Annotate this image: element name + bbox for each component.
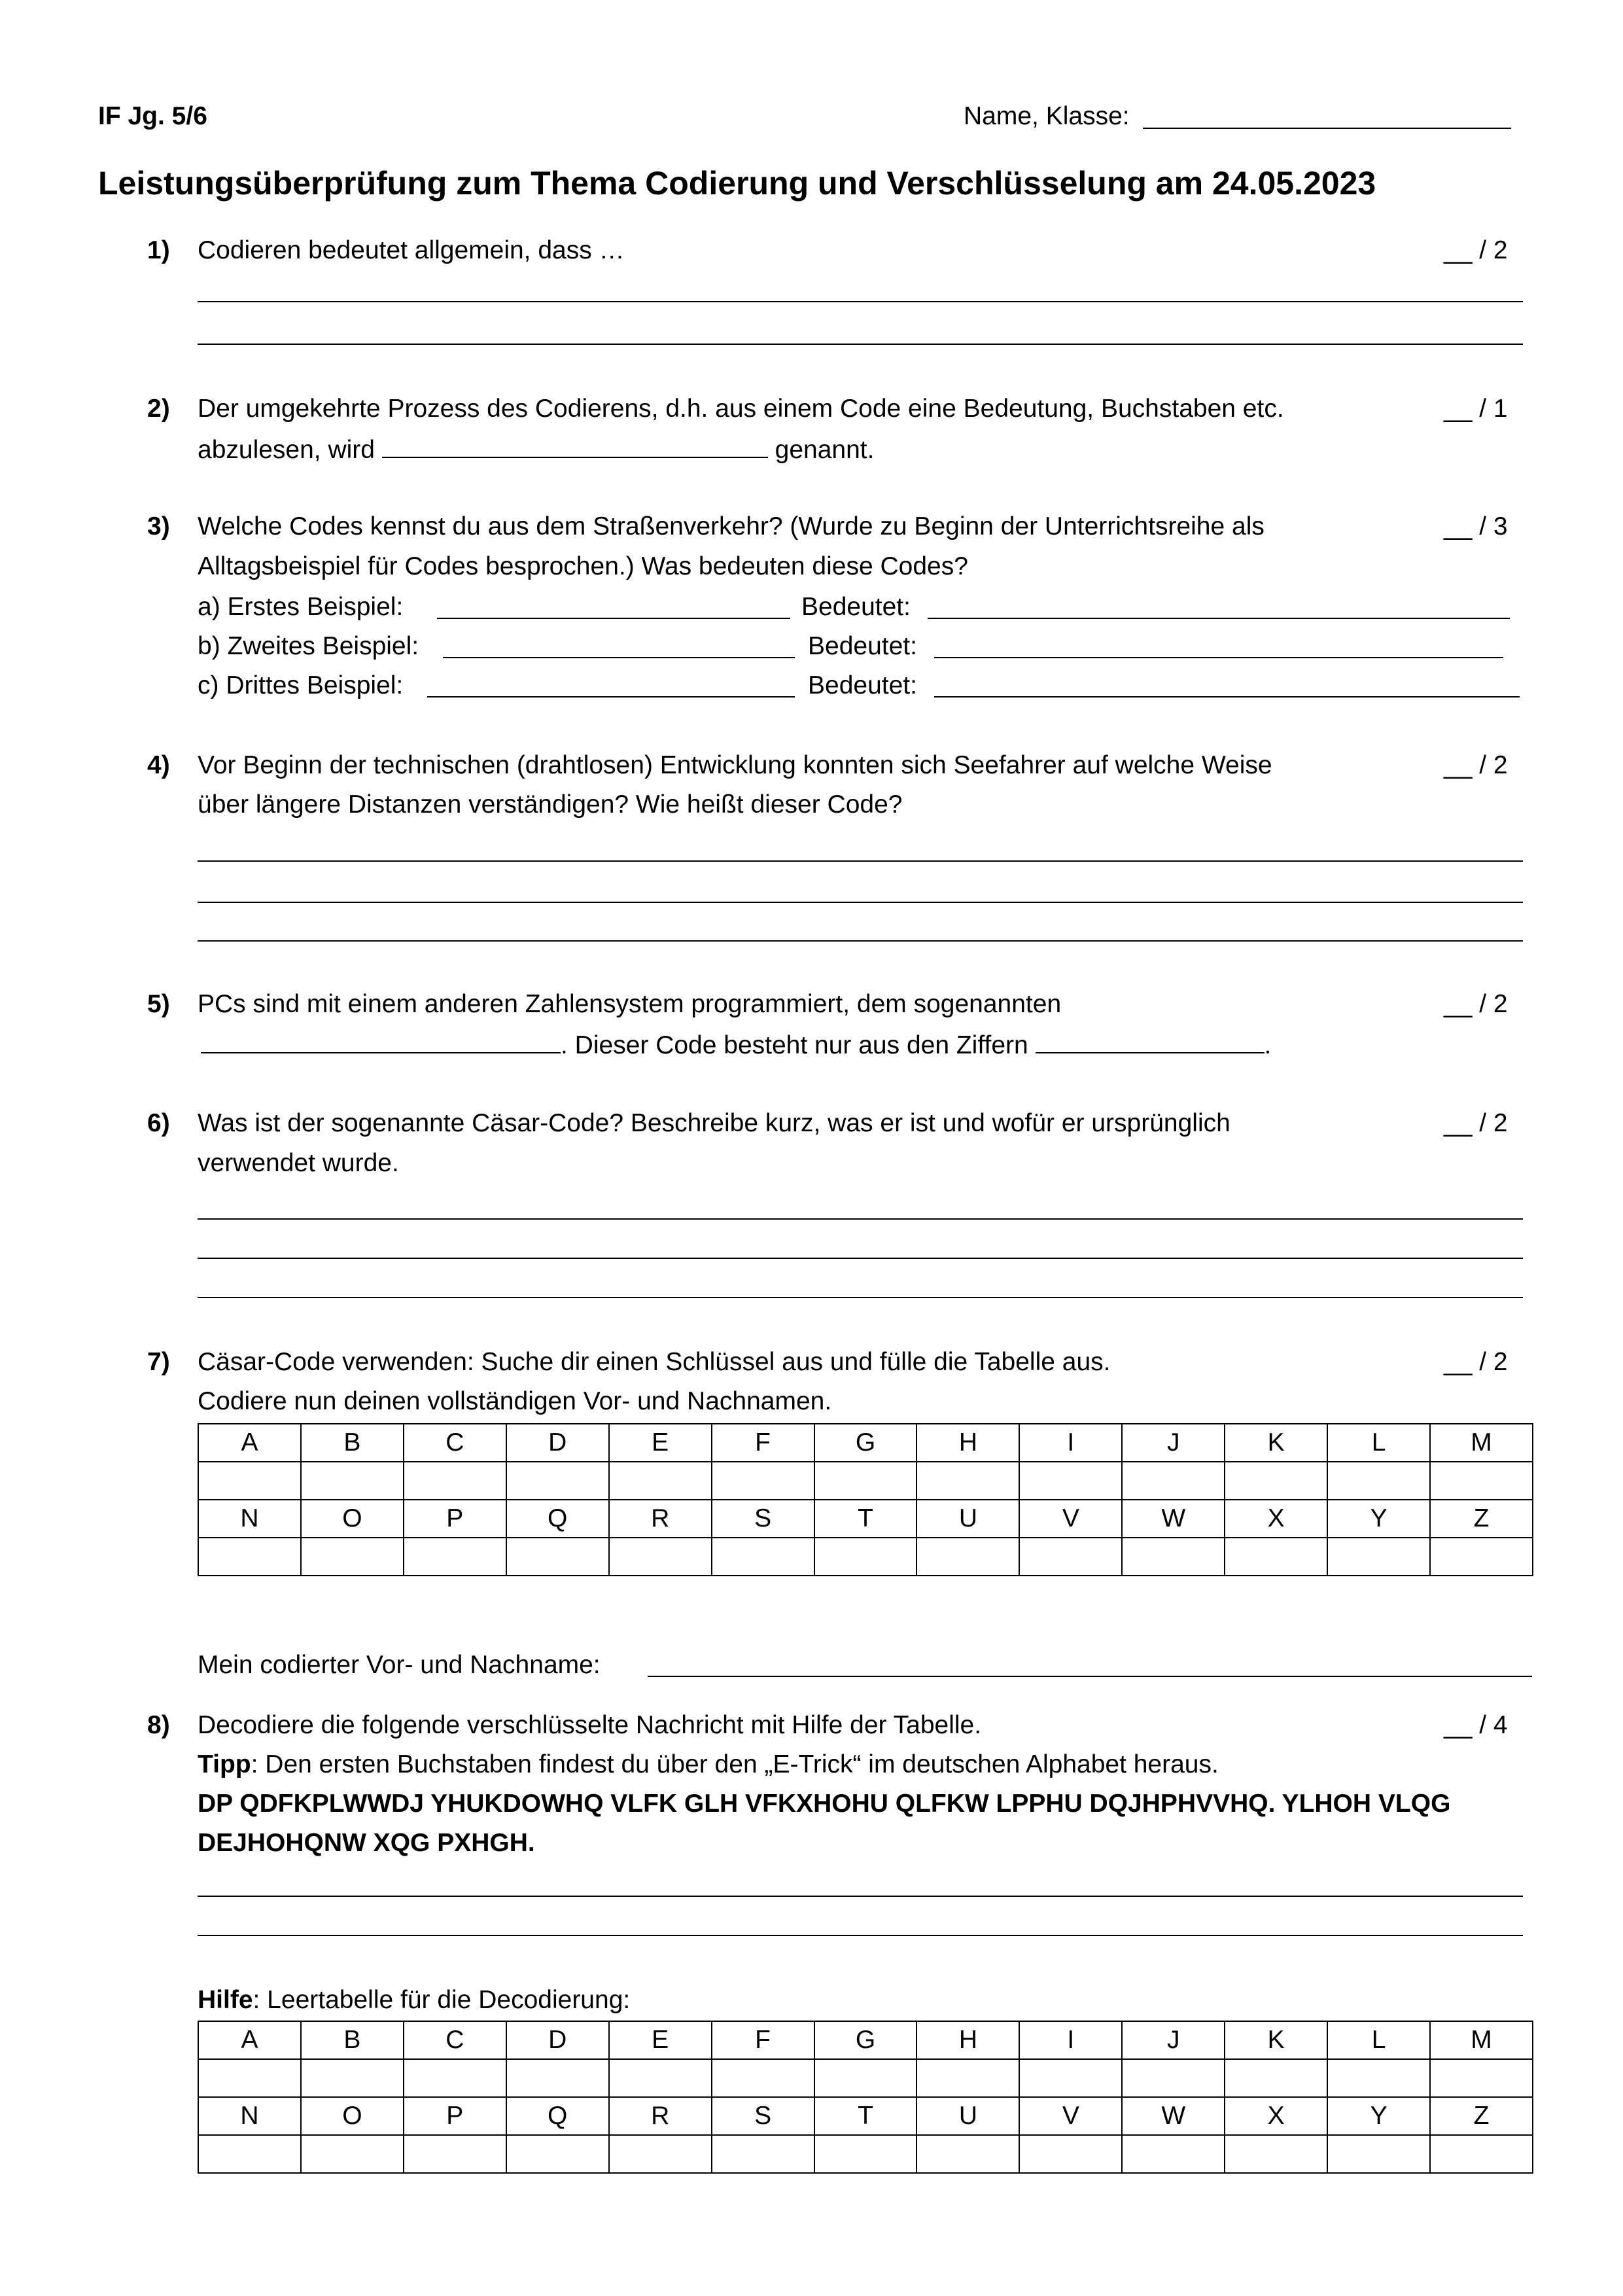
q4-text-line-1: Vor Beginn der technischen (drahtlosen) Entwicklung konnten sich Seefahrer auf welche Weise [198,751,1272,779]
q8-cipher-line-2: DEJHOHQNW XQG PXHGH. [198,1829,535,1857]
cipher-input-cell[interactable] [1122,1462,1225,1500]
cipher-input-cell[interactable] [712,1538,814,1576]
alphabet-cell: Z [1430,1500,1533,1538]
cipher-input-cell[interactable] [404,1462,506,1500]
decode-input-cell[interactable] [814,2135,917,2173]
alphabet-cell: M [1430,1424,1533,1462]
decode-input-cell[interactable] [609,2135,712,2173]
alphabet-cell: J [1122,2021,1225,2059]
decode-input-cell[interactable] [1430,2135,1533,2173]
decode-input-cell[interactable] [916,2135,1019,2173]
cipher-input-cell[interactable] [609,1462,712,1500]
q2-text-after-blank: genannt. [775,436,875,464]
cipher-input-cell[interactable] [506,1462,609,1500]
q5-points: __ / 2 [1444,990,1508,1018]
q3-points: __ / 3 [1444,512,1508,540]
cipher-input-cell[interactable] [301,1538,404,1576]
q3-text-line-1: Welche Codes kennst du aus dem Straßenverkehr? (Wurde zu Beginn der Unterrichtsreihe als [198,512,1265,540]
caesar-table-letters-row-2 [198,1500,1533,1538]
decode-input-cell[interactable] [1019,2059,1122,2097]
cipher-input-cell[interactable] [1327,1462,1430,1500]
decode-input-cell[interactable] [404,2059,506,2097]
cipher-input-cell[interactable] [814,1462,917,1500]
q8-help-label: Hilfe [198,1986,253,2014]
decode-input-cell[interactable] [916,2059,1019,2097]
q3-example-a-label: a) Erstes Beispiel: [198,593,404,621]
alphabet-cell: B [301,2021,404,2059]
q6-text-line-1: Was ist der sogenannte Cäsar-Code? Beschreibe kurz, was er ist und wofür er ursprünglich [198,1109,1230,1137]
page-title: Leistungsüberprüfung zum Thema Codierung und Verschlüsselung am 24.05.2023 [98,165,1376,202]
q3-example-a-field[interactable] [437,618,790,619]
decode-input-cell[interactable] [1327,2059,1430,2097]
alphabet-cell: T [814,2097,917,2135]
name-class-field[interactable] [1143,128,1511,129]
q5-digits-blank[interactable] [1036,1031,1265,1053]
alphabet-cell: B [301,1424,404,1462]
q5-number: 5) [147,990,170,1018]
cipher-input-cell[interactable] [1225,1538,1327,1576]
q5-text-middle: . Dieser Code besteht nur aus den Ziffern [561,1031,1028,1059]
q4-answer-line-1[interactable] [198,860,1523,862]
decode-input-cell[interactable] [1225,2135,1327,2173]
alphabet-cell: F [712,2021,814,2059]
q8-points: __ / 4 [1444,1711,1508,1739]
q2-number: 2) [147,395,170,423]
q8-help-text: : Leertabelle für die Decodierung: [253,1986,631,2014]
cipher-input-cell[interactable] [916,1538,1019,1576]
alphabet-cell: H [916,2021,1019,2059]
cipher-input-cell[interactable] [301,1462,404,1500]
q3-text-line-2: Alltagsbeispiel für Codes besprochen.) Was bedeuten diese Codes? [198,552,968,580]
decode-input-cell[interactable] [1122,2059,1225,2097]
decoding-table-input-row-2 [198,2135,1533,2173]
q2-text-line-2 [198,436,874,463]
alphabet-cell: X [1225,1500,1327,1538]
decode-input-cell[interactable] [609,2059,712,2097]
decode-input-cell[interactable] [506,2059,609,2097]
caesar-table-letters-row-1 [198,1424,1533,1462]
alphabet-cell: C [404,1424,506,1462]
q1-number: 1) [147,236,170,264]
q3-example-c-label: c) Drittes Beispiel: [198,671,404,699]
cipher-input-cell[interactable] [609,1538,712,1576]
decode-input-cell[interactable] [1327,2135,1430,2173]
alphabet-cell: K [1225,2021,1327,2059]
alphabet-cell: D [506,1424,609,1462]
alphabet-cell: O [301,1500,404,1538]
q4-answer-line-3[interactable] [198,940,1523,942]
decode-input-cell[interactable] [198,2059,301,2097]
alphabet-cell: W [1122,1500,1225,1538]
alphabet-cell: E [609,1424,712,1462]
alphabet-cell: F [712,1424,814,1462]
alphabet-cell: A [198,1424,301,1462]
q7-points: __ / 2 [1444,1348,1508,1376]
q3-example-b-meaning-field[interactable] [934,657,1503,658]
alphabet-cell: V [1019,2097,1122,2135]
alphabet-cell: G [814,1424,917,1462]
alphabet-cell: R [609,2097,712,2135]
q6-answer-line-2[interactable] [198,1258,1523,1259]
decode-input-cell[interactable] [814,2059,917,2097]
decoding-table-input-row-1 [198,2059,1533,2097]
q6-number: 6) [147,1109,170,1137]
alphabet-cell: Q [506,1500,609,1538]
alphabet-cell: Z [1430,2097,1533,2135]
q2-text-before-blank: abzulesen, wird [198,436,375,464]
q3-example-b-field[interactable] [443,657,795,658]
decode-input-cell[interactable] [404,2135,506,2173]
alphabet-cell: I [1019,1424,1122,1462]
cipher-input-cell[interactable] [506,1538,609,1576]
q4-text-line-2: über längere Distanzen verständigen? Wie heißt dieser Code? [198,790,903,819]
q8-tip-text: : Den ersten Buchstaben findest du über den „E-Trick“ im deutschen Alphabet heraus. [251,1750,1219,1778]
q3-example-c-field[interactable] [427,696,795,698]
alphabet-cell: Q [506,2097,609,2135]
q8-number: 8) [147,1711,170,1739]
q8-answer-line-2[interactable] [198,1935,1523,1936]
alphabet-cell: S [712,2097,814,2135]
alphabet-cell: O [301,2097,404,2135]
decoding-table [198,2021,1533,2174]
q6-points: __ / 2 [1444,1109,1508,1137]
cipher-input-cell[interactable] [1019,1538,1122,1576]
cipher-input-cell[interactable] [1019,1462,1122,1500]
q2-text-line-1: Der umgekehrte Prozess des Codierens, d.h. aus einem Code eine Bedeutung, Buchstaben etc. [198,395,1284,423]
alphabet-cell: Y [1327,1500,1430,1538]
alphabet-cell: I [1019,2021,1122,2059]
alphabet-cell: Y [1327,2097,1430,2135]
alphabet-cell: T [814,1500,917,1538]
decode-input-cell[interactable] [712,2135,814,2173]
q1-answer-line-2[interactable] [198,344,1523,345]
cipher-input-cell[interactable] [1430,1538,1533,1576]
q7-text-line-1: Cäsar-Code verwenden: Suche dir einen Schlüssel aus und fülle die Tabelle aus. [198,1348,1111,1376]
q7-number: 7) [147,1348,170,1376]
q6-text-line-2: verwendet wurde. [198,1149,399,1177]
cipher-input-cell[interactable] [814,1538,917,1576]
cipher-input-cell[interactable] [1327,1538,1430,1576]
cipher-input-cell[interactable] [198,1462,301,1500]
alphabet-cell: A [198,2021,301,2059]
cipher-input-cell[interactable] [1122,1538,1225,1576]
q8-cipher-line-1: DP QDFKPLWWDJ YHUKDOWHQ VLFK GLH VFKXHOHU QLFKW LPPHU DQJHPHVVHQ. YLHOH VLQG [198,1790,1451,1818]
cipher-input-cell[interactable] [198,1538,301,1576]
alphabet-cell: P [404,2097,506,2135]
alphabet-cell: V [1019,1500,1122,1538]
decode-input-cell[interactable] [1430,2059,1533,2097]
q3-example-a-meaning-label: Bedeutet: [801,593,911,621]
alphabet-cell: N [198,1500,301,1538]
cipher-input-cell[interactable] [1430,1462,1533,1500]
q4-number: 4) [147,751,170,779]
alphabet-cell: W [1122,2097,1225,2135]
q7-text-line-2: Codiere nun deinen vollständigen Vor- und Nachnamen. [198,1387,832,1415]
q5-text-line-2 [201,1031,1271,1058]
alphabet-cell: P [404,1500,506,1538]
alphabet-cell: J [1122,1424,1225,1462]
alphabet-cell: S [712,1500,814,1538]
decode-input-cell[interactable] [712,2059,814,2097]
cipher-input-cell[interactable] [404,1538,506,1576]
alphabet-cell: K [1225,1424,1327,1462]
alphabet-cell: L [1327,2021,1430,2059]
cipher-input-cell[interactable] [916,1462,1019,1500]
q3-example-c-meaning-label: Bedeutet: [808,671,917,699]
alphabet-cell: D [506,2021,609,2059]
caesar-table-input-row-1 [198,1462,1533,1500]
caesar-table [198,1423,1533,1576]
q3-example-b-label: b) Zweites Beispiel: [198,632,419,660]
coded-name-label: Mein codierter Vor- und Nachname: [198,1651,601,1679]
q4-answer-line-2[interactable] [198,902,1523,903]
decode-input-cell[interactable] [301,2135,404,2173]
q6-answer-line-3[interactable] [198,1297,1523,1298]
caesar-table-input-row-2 [198,1538,1533,1576]
decode-input-cell[interactable] [198,2135,301,2173]
q8-tip-label: Tipp [198,1750,251,1778]
decode-input-cell[interactable] [1122,2135,1225,2173]
q5-text-line-1: PCs sind mit einem anderen Zahlensystem programmiert, dem sogenannten [198,990,1062,1018]
alphabet-cell: N [198,2097,301,2135]
coded-name-field[interactable] [648,1676,1532,1677]
decode-input-cell[interactable] [506,2135,609,2173]
alphabet-cell: C [404,2021,506,2059]
q4-points: __ / 2 [1444,751,1508,779]
decode-input-cell[interactable] [1019,2135,1122,2173]
q6-answer-line-1[interactable] [198,1218,1523,1220]
q3-number: 3) [147,512,170,540]
decode-input-cell[interactable] [301,2059,404,2097]
course-label: IF Jg. 5/6 [98,102,207,130]
alphabet-cell: U [916,2097,1019,2135]
decode-input-cell[interactable] [1225,2059,1327,2097]
alphabet-cell: E [609,2021,712,2059]
q2-blank[interactable] [382,436,768,458]
q1-points: __ / 2 [1444,236,1508,264]
alphabet-cell: H [916,1424,1019,1462]
alphabet-cell: X [1225,2097,1327,2135]
alphabet-cell: M [1430,2021,1533,2059]
q3-example-c-meaning-field[interactable] [934,696,1520,698]
q5-text-end: . [1264,1031,1272,1059]
q3-example-a-meaning-field[interactable] [928,618,1510,619]
alphabet-cell: G [814,2021,917,2059]
q1-text: Codieren bedeutet allgemein, dass … [198,236,625,264]
q8-tip [198,1752,1219,1777]
cipher-input-cell[interactable] [1225,1462,1327,1500]
q8-answer-line-1[interactable] [198,1896,1523,1897]
alphabet-cell: R [609,1500,712,1538]
alphabet-cell: L [1327,1424,1430,1462]
q2-points: __ / 1 [1444,395,1508,423]
decoding-table-letters-row-2 [198,2097,1533,2135]
q1-answer-line-1[interactable] [198,301,1523,302]
q5-number-system-blank[interactable] [201,1031,561,1053]
alphabet-cell: U [916,1500,1019,1538]
decoding-table-letters-row-1 [198,2021,1533,2059]
name-class-label: Name, Klasse: [964,102,1130,130]
q8-text-line-1: Decodiere die folgende verschlüsselte Nachricht mit Hilfe der Tabelle. [198,1711,982,1739]
q3-example-b-meaning-label: Bedeutet: [808,632,917,660]
q8-help [198,1987,630,2013]
cipher-input-cell[interactable] [712,1462,814,1500]
